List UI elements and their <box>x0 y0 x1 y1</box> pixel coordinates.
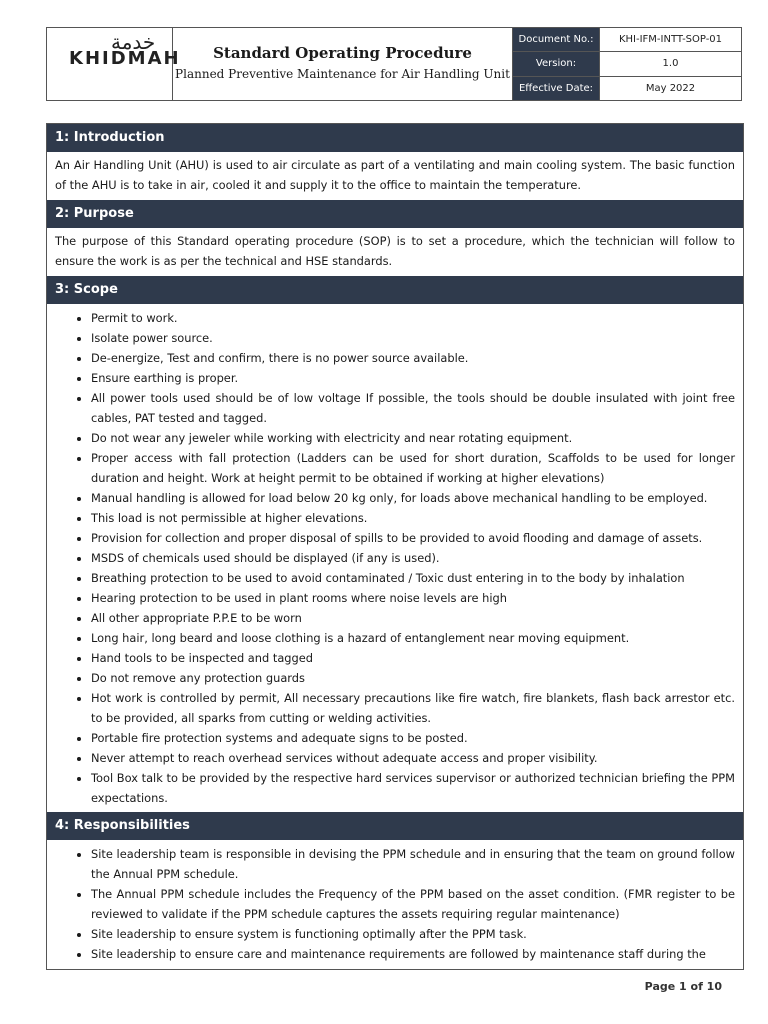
list-item: • Never attempt to reach overhead services without adequate access and proper visibility. <box>91 748 735 768</box>
logo-text: KHIDMAH <box>69 48 181 69</box>
company-logo <box>47 28 181 100</box>
meta-row-effective-date <box>513 77 741 100</box>
list-item: • Hearing protection to be used in plant rooms where noise levels are high <box>91 588 735 608</box>
purpose-text: The purpose of this Standard operating procedure (SOP) is to set a procedure, which the technician will follow to ensure the work is as per the technical and HSE standards. <box>55 234 735 268</box>
document-subtitle: Planned Preventive Maintenance for Air Handling Unit <box>175 67 510 81</box>
document-body <box>46 123 744 970</box>
list-item: • Breathing protection to be used to avoid contaminated / Toxic dust entering in to the body by inhalation <box>91 568 735 588</box>
section-heading-purpose: 2: Purpose <box>47 200 743 228</box>
list-item: • Isolate power source. <box>91 328 735 348</box>
list-item: • Do not remove any protection guards <box>91 668 735 688</box>
meta-value: 1.0 <box>662 58 679 70</box>
document-title: Standard Operating Procedure <box>213 44 472 62</box>
list-item: • Site leadership team is responsible in devising the PPM schedule and in ensuring that the team on ground follow the Annual PPM schedule. <box>91 844 735 884</box>
list-item: • All power tools used should be of low voltage If possible, the tools should be double insulated with joint free cables, PAT tested and tagged. <box>91 388 735 428</box>
list-item: • This load is not permissible at higher elevations. <box>91 508 735 528</box>
meta-value: May 2022 <box>645 82 696 94</box>
meta-row-document-no <box>513 28 741 52</box>
page-number: Page 1 of 10 <box>644 980 722 993</box>
meta-label: Effective Date: <box>513 77 600 100</box>
list-item: • MSDS of chemicals used should be displayed (if any is used). <box>91 548 735 568</box>
list-item: • Ensure earthing is proper. <box>91 368 735 388</box>
list-item: • Portable fire protection systems and adequate signs to be posted. <box>91 728 735 748</box>
list-item: • Hand tools to be inspected and tagged <box>91 648 735 668</box>
meta-label: Document No.: <box>513 28 600 51</box>
list-item: • Proper access with fall protection (Ladders can be used for short duration, Scaffolds to be used for longer duration and height. Work at height permit to be obtained if working at higher elevations) <box>91 448 735 488</box>
document-meta-table <box>513 28 741 100</box>
list-item: • Permit to work. <box>91 308 735 328</box>
responsibilities-list <box>47 840 743 968</box>
list-item: • Tool Box talk to be provided by the respective hard services supervisor or authorized technician briefing the PPM expectations. <box>91 768 735 808</box>
list-item: • De-energize, Test and confirm, there is no power source available. <box>91 348 735 368</box>
list-item: • The Annual PPM schedule includes the Frequency of the PPM based on the asset condition. (FMR register to be reviewed to validate if the PPM schedule captures the assets requiring regular maintenance) <box>91 884 735 924</box>
list-item: • Site leadership to ensure care and maintenance requirements are followed by maintenance staff during the <box>91 944 735 964</box>
document-header <box>46 27 742 101</box>
section-heading-scope: 3: Scope <box>47 276 743 304</box>
meta-value: KHI-IFM-INTT-SOP-01 <box>618 34 723 46</box>
list-item: • All other appropriate P.P.E to be worn <box>91 608 735 628</box>
title-block <box>173 28 513 100</box>
meta-label: Version: <box>513 52 600 75</box>
section-heading-responsibilities: 4: Responsibilities <box>47 812 743 840</box>
list-item: • Provision for collection and proper disposal of spills to be provided to avoid flooding and damage of assets. <box>91 528 735 548</box>
list-item: • Long hair, long beard and loose clothing is a hazard of entanglement near moving equipment. <box>91 628 735 648</box>
introduction-text: An Air Handling Unit (AHU) is used to air circulate as part of a ventilating and main cooling system. The basic function of the AHU is to take in air, cooled it and supply it to the office to maintain the temperature. <box>55 158 735 192</box>
list-item: • Hot work is controlled by permit, All necessary precautions like fire watch, fire blankets, flash back arrestor etc. to be provided, all sparks from cutting or welding activities. <box>91 688 735 728</box>
list-item: • Manual handling is allowed for load below 20 kg only, for loads above mechanical handling to be employed. <box>91 488 735 508</box>
scope-list <box>47 304 743 812</box>
meta-row-version <box>513 52 741 76</box>
list-item: • Site leadership to ensure system is functioning optimally after the PPM task. <box>91 924 735 944</box>
list-item: • Do not wear any jeweler while working with electricity and near rotating equipment. <box>91 428 735 448</box>
section-heading-introduction: 1: Introduction <box>47 124 743 152</box>
logo-arabic-text: خدمة <box>111 30 156 54</box>
